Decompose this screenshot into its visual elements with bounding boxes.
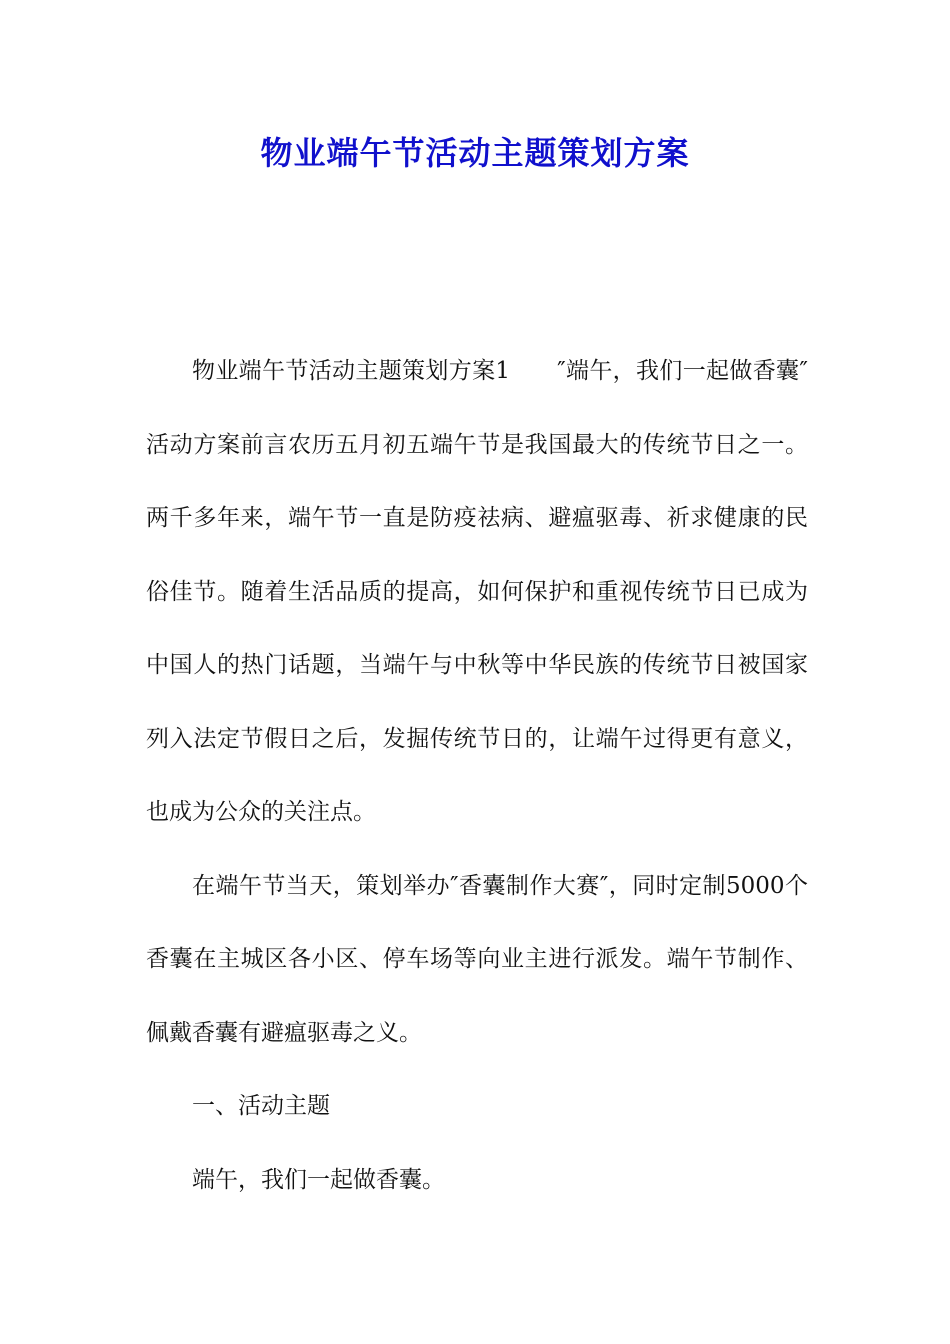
section-heading-theme: 一、活动主题 [192, 1093, 330, 1119]
paragraph-theme: 端午，我们一起做香囊。 [192, 1166, 445, 1193]
paragraph-event-plan: 在端午节当天，策划举办″香囊制作大赛″，同时定制5000个香囊在主城区各小区、停车场等向业主进行派发。端午节制作、佩戴香囊有避瘟驱毒之义。 [146, 872, 808, 1046]
document-title: 物业端午节活动主题策划方案 [260, 134, 690, 172]
paragraph-intro: 物业端午节活动主题策划方案1 ″端午，我们一起做香囊″活动方案前言农历五月初五端午节是我国最大的传统节日之一。两千多年来，端午节一直是防疫祛病、避瘟驱毒、祈求健康的民俗佳节。随着生活品质的提高，如何保护和重视传统节日已成为中国人的热门话题，当端午与中秋等中华民族的传统节日被国家列入法定节假日之后，发掘传统节日的，让端午过得更有意义，也成为公众的关注点。 [146, 358, 808, 825]
document-body [146, 335, 808, 1217]
